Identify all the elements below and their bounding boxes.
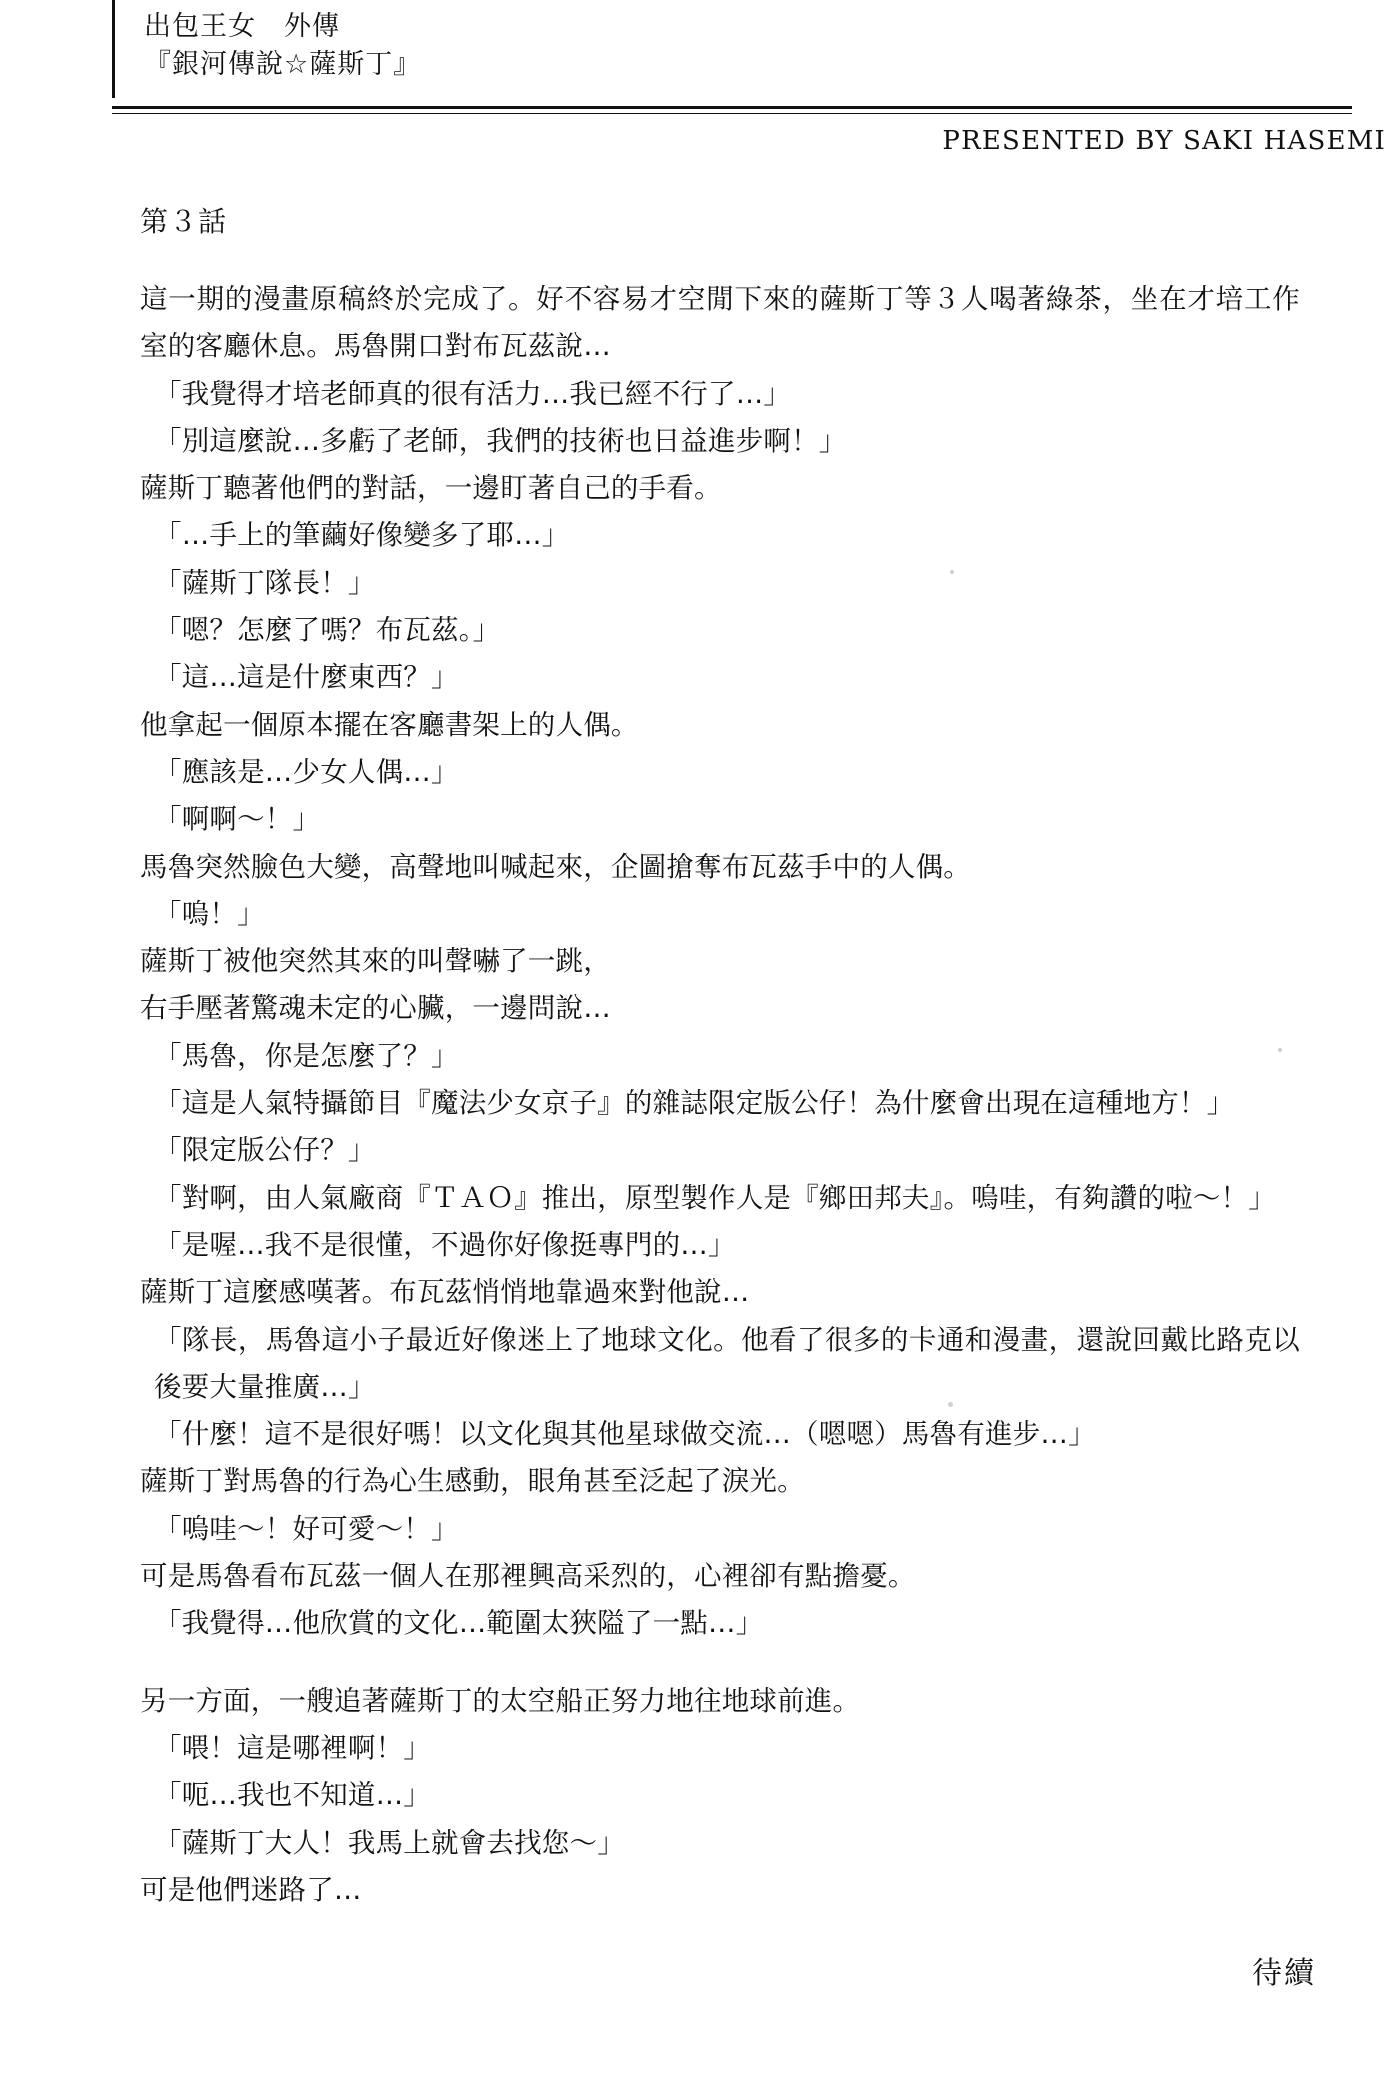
story-paragraph: 薩斯丁這麼感嘆著。布瓦茲悄悄地靠過來對他說… [140,1276,750,1309]
to-be-continued: 待續 [1252,1956,1316,1992]
author-credit: PRESENTED BY SAKI HASEMI [942,126,1386,156]
story-paragraph: 「限定版公仔？」 [154,1134,376,1167]
story-paragraph: 「…手上的筆繭好像變多了耶…」 [154,519,570,552]
story-paragraph: 「隊長，馬魯這小子最近好像迷上了地球文化。他看了很多的卡通和漫畫，還說回戴比路克以後要大量推廣…」 [154,1323,1300,1403]
story-paragraph: 「這是人氣特攝節目『魔法少女京子』的雜誌限定版公仔！為什麼會出現在這種地方！」 [154,1087,1235,1120]
story-paragraph: 「應該是…少女人偶…」 [154,755,459,788]
story-paragraph: 「嗚！」 [154,897,265,930]
story-part-one [140,276,1300,1648]
story-paragraph: 薩斯丁被他突然其來的叫聲嚇了一跳， [140,945,611,978]
story-paragraph: 馬魯突然臉色大變，高聲地叫喊起來，企圖搶奪布瓦茲手中的人偶。 [140,850,971,883]
story-part-two [140,1678,1300,1914]
story-paragraph: 「薩斯丁大人！我馬上就會去找您～」 [154,1826,625,1859]
story-paragraph: 「喂！這是哪裡啊！」 [154,1731,431,1764]
story-paragraph: 「啊啊～！」 [154,803,321,836]
story-body [140,276,1300,1914]
story-paragraph: 「是喔…我不是很懂，不過你好像挺專門的…」 [154,1228,736,1261]
story-paragraph: 薩斯丁對馬魯的行為心生感動，眼角甚至泛起了淚光。 [140,1465,805,1498]
series-title: 出包王女 外傳 [144,11,340,42]
story-paragraph: 可是他們迷路了… [140,1873,362,1906]
story-paragraph: 他拿起一個原本擺在客廳書架上的人偶。 [140,708,639,741]
story-paragraph: 「嗚哇～！好可愛～！」 [154,1512,459,1545]
header-divider [112,106,1352,114]
story-paragraph: 這一期的漫畫原稿終於完成了。好不容易才空閒下來的薩斯丁等３人喝著綠茶，坐在才培工作室的客廳休息。馬魯開口對布瓦茲說… [140,283,1300,363]
page-header [0,0,1400,156]
story-paragraph: 「我覺得…他欣賞的文化…範圍太狹隘了一點…」 [154,1607,764,1640]
story-paragraph: 另一方面，一艘追著薩斯丁的太空船正努力地往地球前進。 [140,1684,861,1717]
chapter-label: 第３話 [140,205,228,238]
story-paragraph: 「馬魯，你是怎麼了？」 [154,1039,459,1072]
story-paragraph: 「我覺得才培老師真的很有活力…我已經不行了…」 [154,377,792,410]
series-subtitle: 『銀河傳說☆薩斯丁』 [144,49,422,81]
story-paragraph: 「別這麼說…多虧了老師，我們的技術也日益進步啊！」 [154,424,847,457]
story-paragraph: 「嗯？怎麼了嗎？布瓦茲。」 [154,614,501,647]
story-paragraph: 「這…這是什麼東西？」 [154,661,459,694]
story-paragraph: 可是馬魯看布瓦茲一個人在那裡興高采烈的，心裡卻有點擔憂。 [140,1560,916,1593]
story-paragraph: 「薩斯丁隊長！」 [154,566,376,599]
story-paragraph: 右手壓著驚魂未定的心臟，一邊問說… [140,992,611,1025]
story-paragraph: 「呃…我也不知道…」 [154,1779,431,1812]
story-paragraph: 薩斯丁聽著他們的對話，一邊盯著自己的手看。 [140,472,722,505]
story-paragraph: 「對啊，由人氣廠商『ＴＡＯ』推出，原型製作人是『鄉田邦夫』。嗚哇，有夠讚的啦～！」 [154,1181,1276,1214]
story-paragraph: 「什麼！這不是很好嗎！以文化與其他星球做交流…（嗯嗯）馬魯有進步…」 [154,1418,1096,1451]
header-title-block [112,0,1400,100]
